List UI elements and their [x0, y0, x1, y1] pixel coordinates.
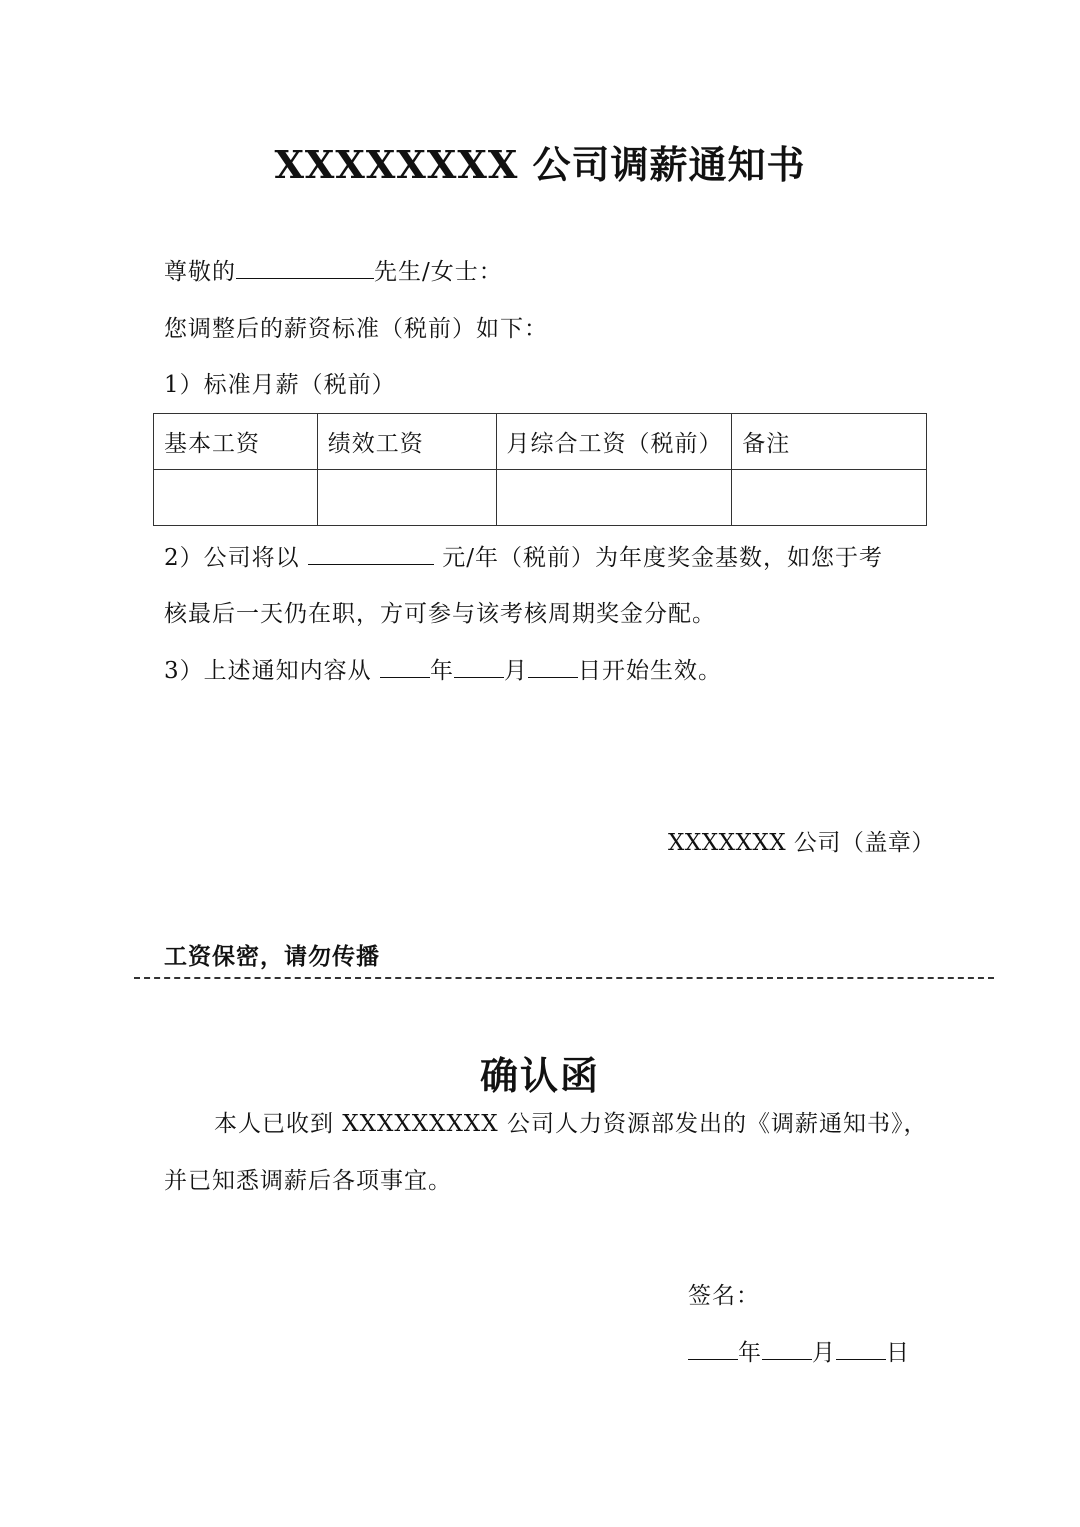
- table-row: [154, 470, 927, 526]
- greeting-suffix: 先生/女士：: [374, 259, 503, 285]
- greeting-prefix: 尊敬的: [164, 259, 236, 285]
- effective-year-blank[interactable]: [380, 655, 430, 678]
- section3-day-suffix: 日开始生效。: [577, 658, 722, 684]
- header-base-salary: 基本工资: [154, 414, 318, 470]
- header-performance-salary: 绩效工资: [317, 414, 496, 470]
- sign-date-line: [688, 1334, 910, 1367]
- intro-line: 您调整后的薪资标准（税前）如下：: [164, 316, 548, 342]
- cut-line-divider: [134, 977, 994, 979]
- confirm-title: 确认函: [479, 1053, 600, 1098]
- section3-line: [164, 655, 722, 687]
- header-remarks: 备注: [732, 414, 927, 470]
- sign-day-blank[interactable]: [836, 1337, 886, 1360]
- section3-year: 年: [429, 658, 454, 684]
- header-monthly-total: 月综合工资（税前）: [496, 414, 732, 470]
- sign-year-blank[interactable]: [688, 1337, 738, 1360]
- section1-label: 1）标准月薪（税前）: [164, 372, 396, 398]
- signature-label: 签名：: [688, 1283, 760, 1309]
- sign-year: 年: [738, 1340, 762, 1366]
- section2-prefix: 2）公司将以: [164, 545, 300, 571]
- company-stamp-line: XXXXXXX 公司（盖章）: [668, 830, 935, 856]
- bonus-amount-blank[interactable]: [308, 542, 434, 565]
- cell-base-salary[interactable]: [154, 470, 318, 526]
- effective-day-blank[interactable]: [528, 655, 578, 678]
- section2-line1: [164, 542, 883, 574]
- sign-day: 日: [886, 1340, 910, 1366]
- cell-remarks[interactable]: [732, 470, 927, 526]
- name-blank[interactable]: [236, 256, 374, 279]
- cell-monthly-total[interactable]: [496, 470, 732, 526]
- greeting-line: [164, 256, 503, 288]
- section3-month: 月: [503, 658, 528, 684]
- confirm-line2: 并已知悉调薪后各项事宜。: [164, 1168, 452, 1194]
- cell-performance-salary[interactable]: [317, 470, 496, 526]
- sign-month-blank[interactable]: [762, 1337, 812, 1360]
- section3-prefix: 3）上述通知内容从: [164, 658, 372, 684]
- confidential-notice: 工资保密，请勿传播: [164, 944, 380, 970]
- effective-month-blank[interactable]: [454, 655, 504, 678]
- salary-table: [153, 413, 927, 526]
- sign-month: 月: [812, 1340, 836, 1366]
- document-title: XXXXXXXX 公司调薪通知书: [274, 142, 806, 187]
- section2-line2: 核最后一天仍在职，方可参与该考核周期奖金分配。: [164, 601, 716, 627]
- table-header-row: [154, 414, 927, 470]
- section2-middle: 元/年（税前）为年度奖金基数，如您于考: [442, 545, 884, 571]
- confirm-line1: 本人已收到 XXXXXXXXX 公司人力资源部发出的《调薪通知书》，: [214, 1111, 928, 1137]
